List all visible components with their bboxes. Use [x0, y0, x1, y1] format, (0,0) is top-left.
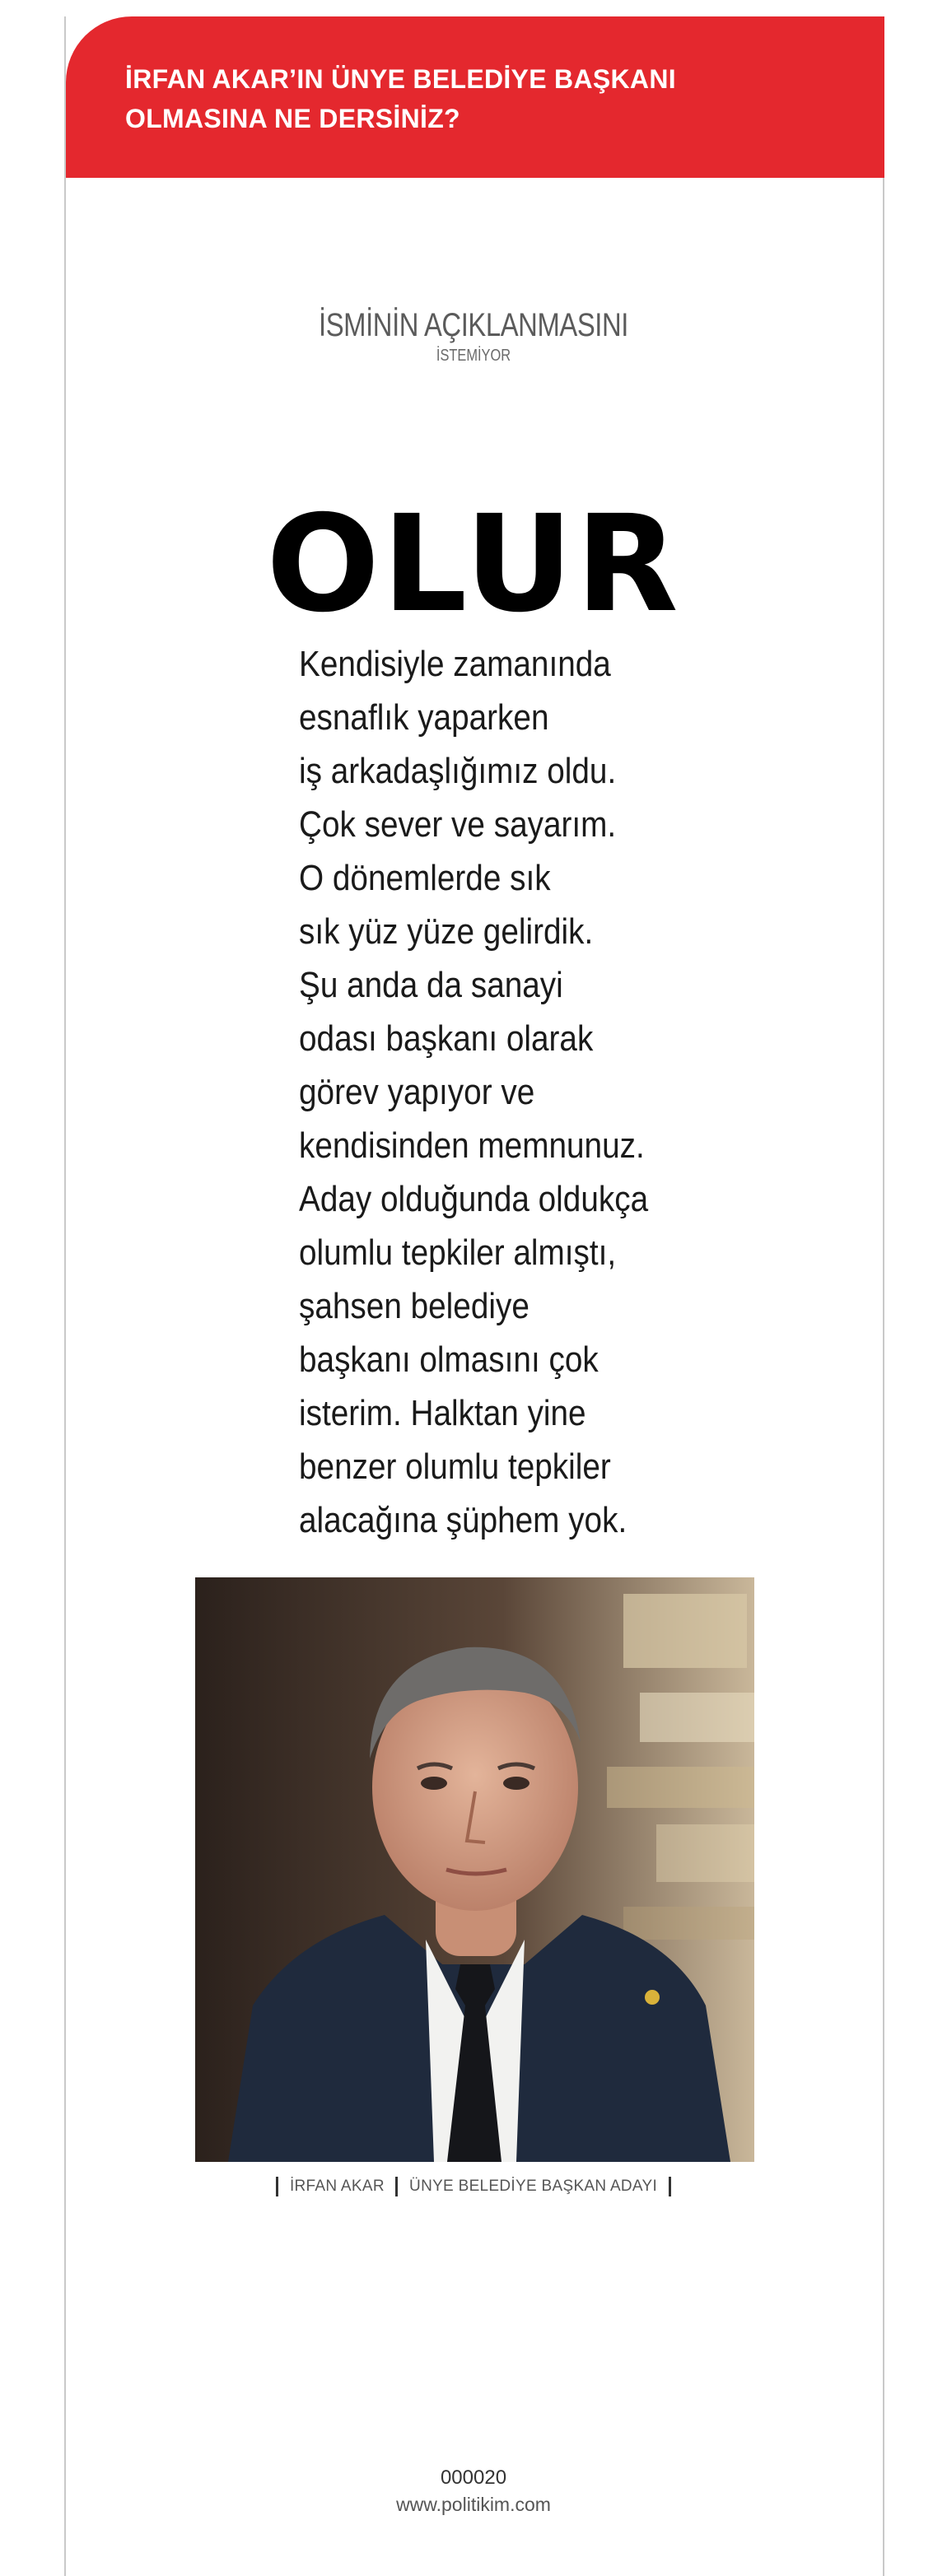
comment-line: görev yapıyor ve [299, 1072, 535, 1112]
comment-text [299, 637, 793, 1547]
comment-line: O dönemlerde sık [299, 858, 551, 898]
portrait-photo [195, 1577, 754, 2162]
caption-role: ÜNYE BELEDİYE BAŞKAN ADAYI [409, 2178, 658, 2195]
comment-line: isterim. Halktan yine [299, 1393, 586, 1433]
answer-headline: OLUR [266, 487, 681, 642]
caption-name: İRFAN AKAR [289, 2178, 385, 2195]
comment-line: odası başkanı olarak [299, 1018, 594, 1059]
question-header [66, 16, 884, 178]
caption-divider [276, 2177, 278, 2196]
page-footer [0, 2465, 947, 2518]
question-title-line-1: İRFAN AKAR’IN ÜNYE BELEDİYE BAŞKANI [125, 64, 676, 94]
comment-line: başkanı olmasını çok [299, 1339, 599, 1380]
question-title-line-2: OLMASINA NE DERSİNİZ? [125, 104, 460, 133]
site-url: www.politikim.com [396, 2494, 551, 2515]
caption-divider [669, 2177, 671, 2196]
comment-line: Şu anda da sanayi [299, 965, 563, 1005]
caption-divider [395, 2177, 398, 2196]
comment-line: benzer olumlu tepkiler [299, 1446, 611, 1487]
page-code: 000020 [440, 2467, 507, 2489]
comment-line: esnaflık yaparken [299, 697, 549, 738]
respondent-subtitle: İSTEMİYOR [436, 347, 511, 365]
comment-line: olumlu tepkiler almıştı, [299, 1232, 617, 1273]
respondent-name: İSMİNİN AÇIKLANMASINI [319, 307, 628, 343]
photo-caption [0, 2177, 947, 2196]
comment-line: şahsen belediye [299, 1286, 529, 1326]
comment-line: sık yüz yüze gelirdik. [299, 911, 594, 952]
comment-line: Çok sever ve sayarım. [299, 804, 617, 845]
comment-line: alacağına şüphem yok. [299, 1500, 627, 1540]
comment-line: Kendisiyle zamanında [299, 644, 611, 684]
respondent-block [0, 306, 947, 366]
comment-line: Aday olduğunda oldukça [299, 1179, 649, 1219]
comment-line: iş arkadaşlığımız oldu. [299, 751, 617, 791]
question-title [125, 59, 850, 138]
comment-line: kendisinden memnunuz. [299, 1125, 645, 1166]
